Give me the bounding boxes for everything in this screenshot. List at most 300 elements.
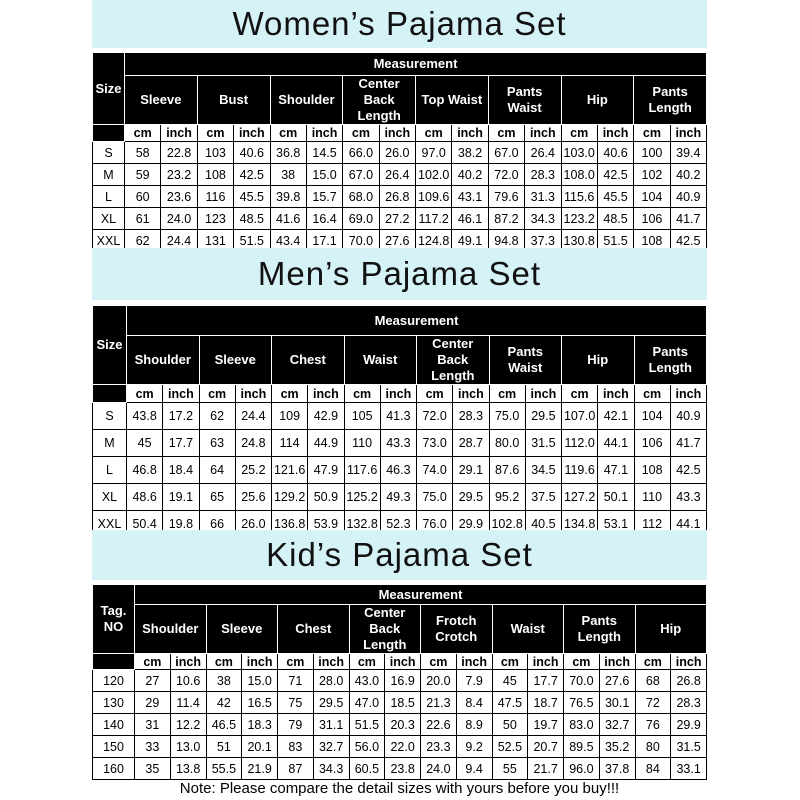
unit-cm: cm xyxy=(343,125,379,142)
table-cell: 69.0 xyxy=(343,208,379,230)
table-cell: 109.6 xyxy=(416,186,452,208)
table-cell: 37.3 xyxy=(525,230,561,252)
table-cell: 21.7 xyxy=(528,758,564,780)
table-cell: 45 xyxy=(127,430,163,457)
size-label: 150 xyxy=(93,736,135,758)
table-cell: 108 xyxy=(634,230,670,252)
table-cell: 20.0 xyxy=(421,670,457,692)
measurement-row xyxy=(93,306,707,336)
table-cell: 48.6 xyxy=(127,484,163,511)
table-cell: 123 xyxy=(197,208,233,230)
table-cell: 41.7 xyxy=(670,430,706,457)
table-row xyxy=(93,484,707,511)
table-cell: 104 xyxy=(634,403,670,430)
table-cell: 27.6 xyxy=(379,230,415,252)
men-size-table xyxy=(92,305,707,531)
table-cell: 18.4 xyxy=(163,457,199,484)
table-cell: 47.1 xyxy=(598,457,634,484)
table-cell: 106 xyxy=(634,430,670,457)
table-cell: 71 xyxy=(278,670,314,692)
unit-inch: inch xyxy=(456,654,492,670)
table-cell: 23.3 xyxy=(421,736,457,758)
table-cell: 49.3 xyxy=(380,484,416,511)
unit-inch: inch xyxy=(670,125,706,142)
table-cell: 102 xyxy=(634,164,670,186)
size-label: XL xyxy=(93,208,125,230)
table-cell: 87.6 xyxy=(489,457,525,484)
column-header: Chest xyxy=(272,336,345,385)
column-header: Center Back Length xyxy=(349,605,421,654)
unit-cm: cm xyxy=(417,385,453,403)
table-cell: 43.8 xyxy=(127,403,163,430)
table-cell: 102.0 xyxy=(416,164,452,186)
table-cell: 26.4 xyxy=(525,142,561,164)
table-cell: 41.3 xyxy=(380,403,416,430)
table-cell: 38 xyxy=(206,670,242,692)
table-cell: 79.6 xyxy=(488,186,524,208)
table-cell: 83.0 xyxy=(564,714,600,736)
table-cell: 72.0 xyxy=(488,164,524,186)
column-header: Sleeve xyxy=(125,76,198,125)
unit-inch: inch xyxy=(235,385,271,403)
table-cell: 42.5 xyxy=(234,164,270,186)
table-cell: 17.1 xyxy=(306,230,342,252)
table-cell: 46.3 xyxy=(380,457,416,484)
table-cell: 22.0 xyxy=(385,736,421,758)
table-cell: 40.9 xyxy=(670,403,706,430)
table-cell: 112.0 xyxy=(562,430,598,457)
table-cell: 31.5 xyxy=(671,736,707,758)
table-cell: 87.2 xyxy=(488,208,524,230)
table-cell: 28.3 xyxy=(671,692,707,714)
table-cell: 23.2 xyxy=(161,164,197,186)
table-cell: 50.9 xyxy=(308,484,344,511)
table-cell: 104 xyxy=(634,186,670,208)
table-cell: 72.0 xyxy=(417,403,453,430)
table-cell: 29.9 xyxy=(453,511,489,537)
table-row xyxy=(93,714,707,736)
table-cell: 46.5 xyxy=(206,714,242,736)
table-cell: 41.7 xyxy=(670,208,706,230)
column-header: Waist xyxy=(344,336,417,385)
unit-inch: inch xyxy=(528,654,564,670)
measurement-header: Measurement xyxy=(127,306,707,336)
table-cell: 10.6 xyxy=(170,670,206,692)
table-cell: 17.7 xyxy=(163,430,199,457)
table-cell: 34.3 xyxy=(525,208,561,230)
unit-cm: cm xyxy=(272,385,308,403)
size-label: XXL xyxy=(93,511,127,537)
table-cell: 25.2 xyxy=(235,457,271,484)
table-cell: 13.8 xyxy=(170,758,206,780)
table-cell: 18.7 xyxy=(528,692,564,714)
table-cell: 20.7 xyxy=(528,736,564,758)
table-cell: 24.0 xyxy=(421,758,457,780)
table-cell: 134.8 xyxy=(562,511,598,537)
table-cell: 42.5 xyxy=(597,164,633,186)
size-label: S xyxy=(93,142,125,164)
table-cell: 9.4 xyxy=(456,758,492,780)
table-cell: 58 xyxy=(125,142,161,164)
table-cell: 39.4 xyxy=(670,142,706,164)
table-cell: 48.5 xyxy=(234,208,270,230)
table-cell: 46.8 xyxy=(127,457,163,484)
table-cell: 103 xyxy=(197,142,233,164)
table-cell: 16.5 xyxy=(242,692,278,714)
table-cell: 44.9 xyxy=(308,430,344,457)
table-cell: 84 xyxy=(635,758,671,780)
men-table-grid xyxy=(92,305,707,537)
women-size-table xyxy=(92,52,707,248)
table-cell: 11.4 xyxy=(170,692,206,714)
column-header-row xyxy=(93,336,707,385)
table-cell: 132.8 xyxy=(344,511,380,537)
column-header: Chest xyxy=(278,605,350,654)
unit-inch: inch xyxy=(161,125,197,142)
table-cell: 40.2 xyxy=(670,164,706,186)
table-cell: 117.2 xyxy=(416,208,452,230)
table-cell: 24.4 xyxy=(235,403,271,430)
table-cell: 103.0 xyxy=(561,142,597,164)
table-cell: 24.4 xyxy=(161,230,197,252)
table-cell: 130.8 xyxy=(561,230,597,252)
table-cell: 47.0 xyxy=(349,692,385,714)
table-cell: 38.2 xyxy=(452,142,488,164)
table-row xyxy=(93,186,707,208)
table-cell: 63 xyxy=(199,430,235,457)
table-cell: 116 xyxy=(197,186,233,208)
table-cell: 110 xyxy=(344,430,380,457)
table-cell: 45.5 xyxy=(234,186,270,208)
table-cell: 95.2 xyxy=(489,484,525,511)
table-cell: 55.5 xyxy=(206,758,242,780)
table-cell: 75 xyxy=(278,692,314,714)
table-cell: 26.0 xyxy=(379,142,415,164)
table-cell: 100 xyxy=(634,142,670,164)
table-cell: 117.6 xyxy=(344,457,380,484)
table-cell: 108 xyxy=(197,164,233,186)
unit-inch: inch xyxy=(380,385,416,403)
table-cell: 66 xyxy=(199,511,235,537)
unit-row xyxy=(93,125,707,142)
unit-inch: inch xyxy=(525,385,561,403)
table-cell: 87 xyxy=(278,758,314,780)
unit-cm: cm xyxy=(278,654,314,670)
table-cell: 55 xyxy=(492,758,528,780)
table-cell: 131 xyxy=(197,230,233,252)
table-cell: 105 xyxy=(344,403,380,430)
table-cell: 97.0 xyxy=(416,142,452,164)
size-label: XL xyxy=(93,484,127,511)
unit-inch: inch xyxy=(525,125,561,142)
table-cell: 51.5 xyxy=(597,230,633,252)
table-cell: 29.5 xyxy=(453,484,489,511)
table-cell: 65 xyxy=(199,484,235,511)
table-row xyxy=(93,758,707,780)
column-header: Shoulder xyxy=(127,336,200,385)
table-cell: 29.5 xyxy=(525,403,561,430)
table-cell: 72 xyxy=(635,692,671,714)
table-cell: 50.1 xyxy=(598,484,634,511)
column-header: Pants Waist xyxy=(489,336,562,385)
column-header: Sleeve xyxy=(206,605,278,654)
table-cell: 25.6 xyxy=(235,484,271,511)
table-cell: 50 xyxy=(492,714,528,736)
table-cell: 40.2 xyxy=(452,164,488,186)
table-cell: 76 xyxy=(635,714,671,736)
table-cell: 60 xyxy=(125,186,161,208)
table-cell: 24.0 xyxy=(161,208,197,230)
table-cell: 38 xyxy=(270,164,306,186)
unit-cm: cm xyxy=(564,654,600,670)
table-cell: 70.0 xyxy=(343,230,379,252)
table-cell: 83 xyxy=(278,736,314,758)
table-cell: 32.7 xyxy=(313,736,349,758)
table-cell: 27.2 xyxy=(379,208,415,230)
table-cell: 62 xyxy=(125,230,161,252)
table-cell: 15.7 xyxy=(306,186,342,208)
measurement-header: Measurement xyxy=(125,53,707,76)
column-header: Center Back Length xyxy=(343,76,416,125)
table-cell: 34.3 xyxy=(313,758,349,780)
table-cell: 62 xyxy=(199,403,235,430)
table-row xyxy=(93,430,707,457)
table-cell: 80.0 xyxy=(489,430,525,457)
column-header: Hip xyxy=(562,336,635,385)
table-cell: 60.5 xyxy=(349,758,385,780)
unit-cm: cm xyxy=(421,654,457,670)
size-label: M xyxy=(93,430,127,457)
table-row xyxy=(93,457,707,484)
table-cell: 43.3 xyxy=(380,430,416,457)
table-cell: 16.9 xyxy=(385,670,421,692)
table-cell: 43.1 xyxy=(452,186,488,208)
unit-cm: cm xyxy=(270,125,306,142)
table-cell: 129.2 xyxy=(272,484,308,511)
unit-inch: inch xyxy=(670,385,706,403)
table-cell: 48.5 xyxy=(597,208,633,230)
table-cell: 42.1 xyxy=(598,403,634,430)
unit-inch: inch xyxy=(170,654,206,670)
unit-inch: inch xyxy=(242,654,278,670)
table-cell: 34.5 xyxy=(525,457,561,484)
unit-inch: inch xyxy=(306,125,342,142)
size-label: L xyxy=(93,186,125,208)
table-cell: 26.8 xyxy=(379,186,415,208)
table-cell: 68.0 xyxy=(343,186,379,208)
table-cell: 40.6 xyxy=(234,142,270,164)
table-cell: 46.1 xyxy=(452,208,488,230)
table-cell: 124.8 xyxy=(416,230,452,252)
table-cell: 42.5 xyxy=(670,230,706,252)
unit-corner xyxy=(93,125,125,142)
table-cell: 75.0 xyxy=(489,403,525,430)
unit-inch: inch xyxy=(313,654,349,670)
table-cell: 17.2 xyxy=(163,403,199,430)
men-title: Men’s Pajama Set xyxy=(92,248,707,300)
table-cell: 43.0 xyxy=(349,670,385,692)
unit-inch: inch xyxy=(385,654,421,670)
table-cell: 37.5 xyxy=(525,484,561,511)
table-cell: 26.4 xyxy=(379,164,415,186)
note-text: Note: Please compare the detail sizes with yours before you buy!!! xyxy=(179,780,620,797)
table-cell: 40.6 xyxy=(597,142,633,164)
table-row xyxy=(93,208,707,230)
table-cell: 47.9 xyxy=(308,457,344,484)
size-label: L xyxy=(93,457,127,484)
table-cell: 109 xyxy=(272,403,308,430)
table-cell: 79 xyxy=(278,714,314,736)
unit-cm: cm xyxy=(199,385,235,403)
table-cell: 33.1 xyxy=(671,758,707,780)
table-row xyxy=(93,736,707,758)
table-cell: 96.0 xyxy=(564,758,600,780)
column-header: Pants Length xyxy=(634,336,707,385)
unit-cm: cm xyxy=(488,125,524,142)
table-cell: 31.1 xyxy=(313,714,349,736)
table-cell: 14.5 xyxy=(306,142,342,164)
table-cell: 110 xyxy=(634,484,670,511)
unit-corner xyxy=(93,654,135,670)
table-cell: 31 xyxy=(135,714,171,736)
women-title: Women’s Pajama Set xyxy=(92,0,707,48)
table-cell: 115.6 xyxy=(561,186,597,208)
table-cell: 40.9 xyxy=(670,186,706,208)
table-row xyxy=(93,164,707,186)
table-cell: 24.8 xyxy=(235,430,271,457)
table-cell: 67.0 xyxy=(488,142,524,164)
table-cell: 29.5 xyxy=(313,692,349,714)
unit-row xyxy=(93,385,707,403)
table-cell: 26.0 xyxy=(235,511,271,537)
table-cell: 28.3 xyxy=(525,164,561,186)
size-label: 160 xyxy=(93,758,135,780)
table-cell: 18.5 xyxy=(385,692,421,714)
unit-cm: cm xyxy=(634,385,670,403)
unit-inch: inch xyxy=(597,125,633,142)
unit-inch: inch xyxy=(671,654,707,670)
table-cell: 52.5 xyxy=(492,736,528,758)
unit-inch: inch xyxy=(234,125,270,142)
table-cell: 44.1 xyxy=(670,511,706,537)
table-cell: 75.0 xyxy=(417,484,453,511)
unit-cm: cm xyxy=(416,125,452,142)
table-cell: 70.0 xyxy=(564,670,600,692)
size-label: 120 xyxy=(93,670,135,692)
table-cell: 41.6 xyxy=(270,208,306,230)
table-cell: 35.2 xyxy=(599,736,635,758)
column-header: Frotch Crotch xyxy=(421,605,493,654)
table-cell: 42.5 xyxy=(670,457,706,484)
unit-corner xyxy=(93,385,127,403)
table-cell: 51.5 xyxy=(349,714,385,736)
unit-inch: inch xyxy=(379,125,415,142)
table-cell: 8.4 xyxy=(456,692,492,714)
table-cell: 108 xyxy=(634,457,670,484)
unit-row xyxy=(93,654,707,670)
size-label: XXL xyxy=(93,230,125,252)
table-cell: 52.3 xyxy=(380,511,416,537)
column-header: Top Waist xyxy=(416,76,489,125)
size-column-header: Size xyxy=(93,53,125,125)
table-cell: 125.2 xyxy=(344,484,380,511)
unit-cm: cm xyxy=(492,654,528,670)
table-cell: 61 xyxy=(125,208,161,230)
table-cell: 45.5 xyxy=(597,186,633,208)
table-cell: 29.9 xyxy=(671,714,707,736)
table-cell: 39.8 xyxy=(270,186,306,208)
table-cell: 123.2 xyxy=(561,208,597,230)
table-cell: 136.8 xyxy=(272,511,308,537)
unit-inch: inch xyxy=(598,385,634,403)
table-cell: 45 xyxy=(492,670,528,692)
table-cell: 50.4 xyxy=(127,511,163,537)
table-cell: 44.1 xyxy=(598,430,634,457)
column-header: Shoulder xyxy=(135,605,207,654)
unit-cm: cm xyxy=(489,385,525,403)
table-cell: 31.5 xyxy=(525,430,561,457)
table-cell: 29.1 xyxy=(453,457,489,484)
table-cell: 22.8 xyxy=(161,142,197,164)
table-cell: 27.6 xyxy=(599,670,635,692)
table-cell: 29 xyxy=(135,692,171,714)
table-cell: 33 xyxy=(135,736,171,758)
table-cell: 73.0 xyxy=(417,430,453,457)
table-cell: 31.3 xyxy=(525,186,561,208)
column-header: Waist xyxy=(492,605,564,654)
table-cell: 7.9 xyxy=(456,670,492,692)
size-label: 130 xyxy=(93,692,135,714)
table-cell: 49.1 xyxy=(452,230,488,252)
table-cell: 32.7 xyxy=(599,714,635,736)
table-cell: 76.0 xyxy=(417,511,453,537)
table-cell: 20.3 xyxy=(385,714,421,736)
table-cell: 9.2 xyxy=(456,736,492,758)
table-cell: 112 xyxy=(634,511,670,537)
table-cell: 51 xyxy=(206,736,242,758)
table-cell: 53.1 xyxy=(598,511,634,537)
column-header: Shoulder xyxy=(270,76,343,125)
table-cell: 13.0 xyxy=(170,736,206,758)
unit-cm: cm xyxy=(561,125,597,142)
unit-cm: cm xyxy=(127,385,163,403)
table-cell: 8.9 xyxy=(456,714,492,736)
column-header: Bust xyxy=(197,76,270,125)
table-cell: 106 xyxy=(634,208,670,230)
table-cell: 56.0 xyxy=(349,736,385,758)
table-cell: 127.2 xyxy=(562,484,598,511)
table-cell: 28.3 xyxy=(453,403,489,430)
kid-table-grid xyxy=(92,584,707,780)
table-cell: 19.1 xyxy=(163,484,199,511)
column-header-row xyxy=(93,76,707,125)
table-cell: 76.5 xyxy=(564,692,600,714)
table-cell: 36.8 xyxy=(270,142,306,164)
table-row xyxy=(93,142,707,164)
table-cell: 53.9 xyxy=(308,511,344,537)
table-cell: 42.9 xyxy=(308,403,344,430)
table-cell: 28.7 xyxy=(453,430,489,457)
table-cell: 40.5 xyxy=(525,511,561,537)
table-cell: 51.5 xyxy=(234,230,270,252)
table-row xyxy=(93,670,707,692)
table-cell: 35 xyxy=(135,758,171,780)
table-cell: 114 xyxy=(272,430,308,457)
table-row xyxy=(93,403,707,430)
unit-cm: cm xyxy=(135,654,171,670)
size-label: M xyxy=(93,164,125,186)
column-header: Hip xyxy=(561,76,634,125)
